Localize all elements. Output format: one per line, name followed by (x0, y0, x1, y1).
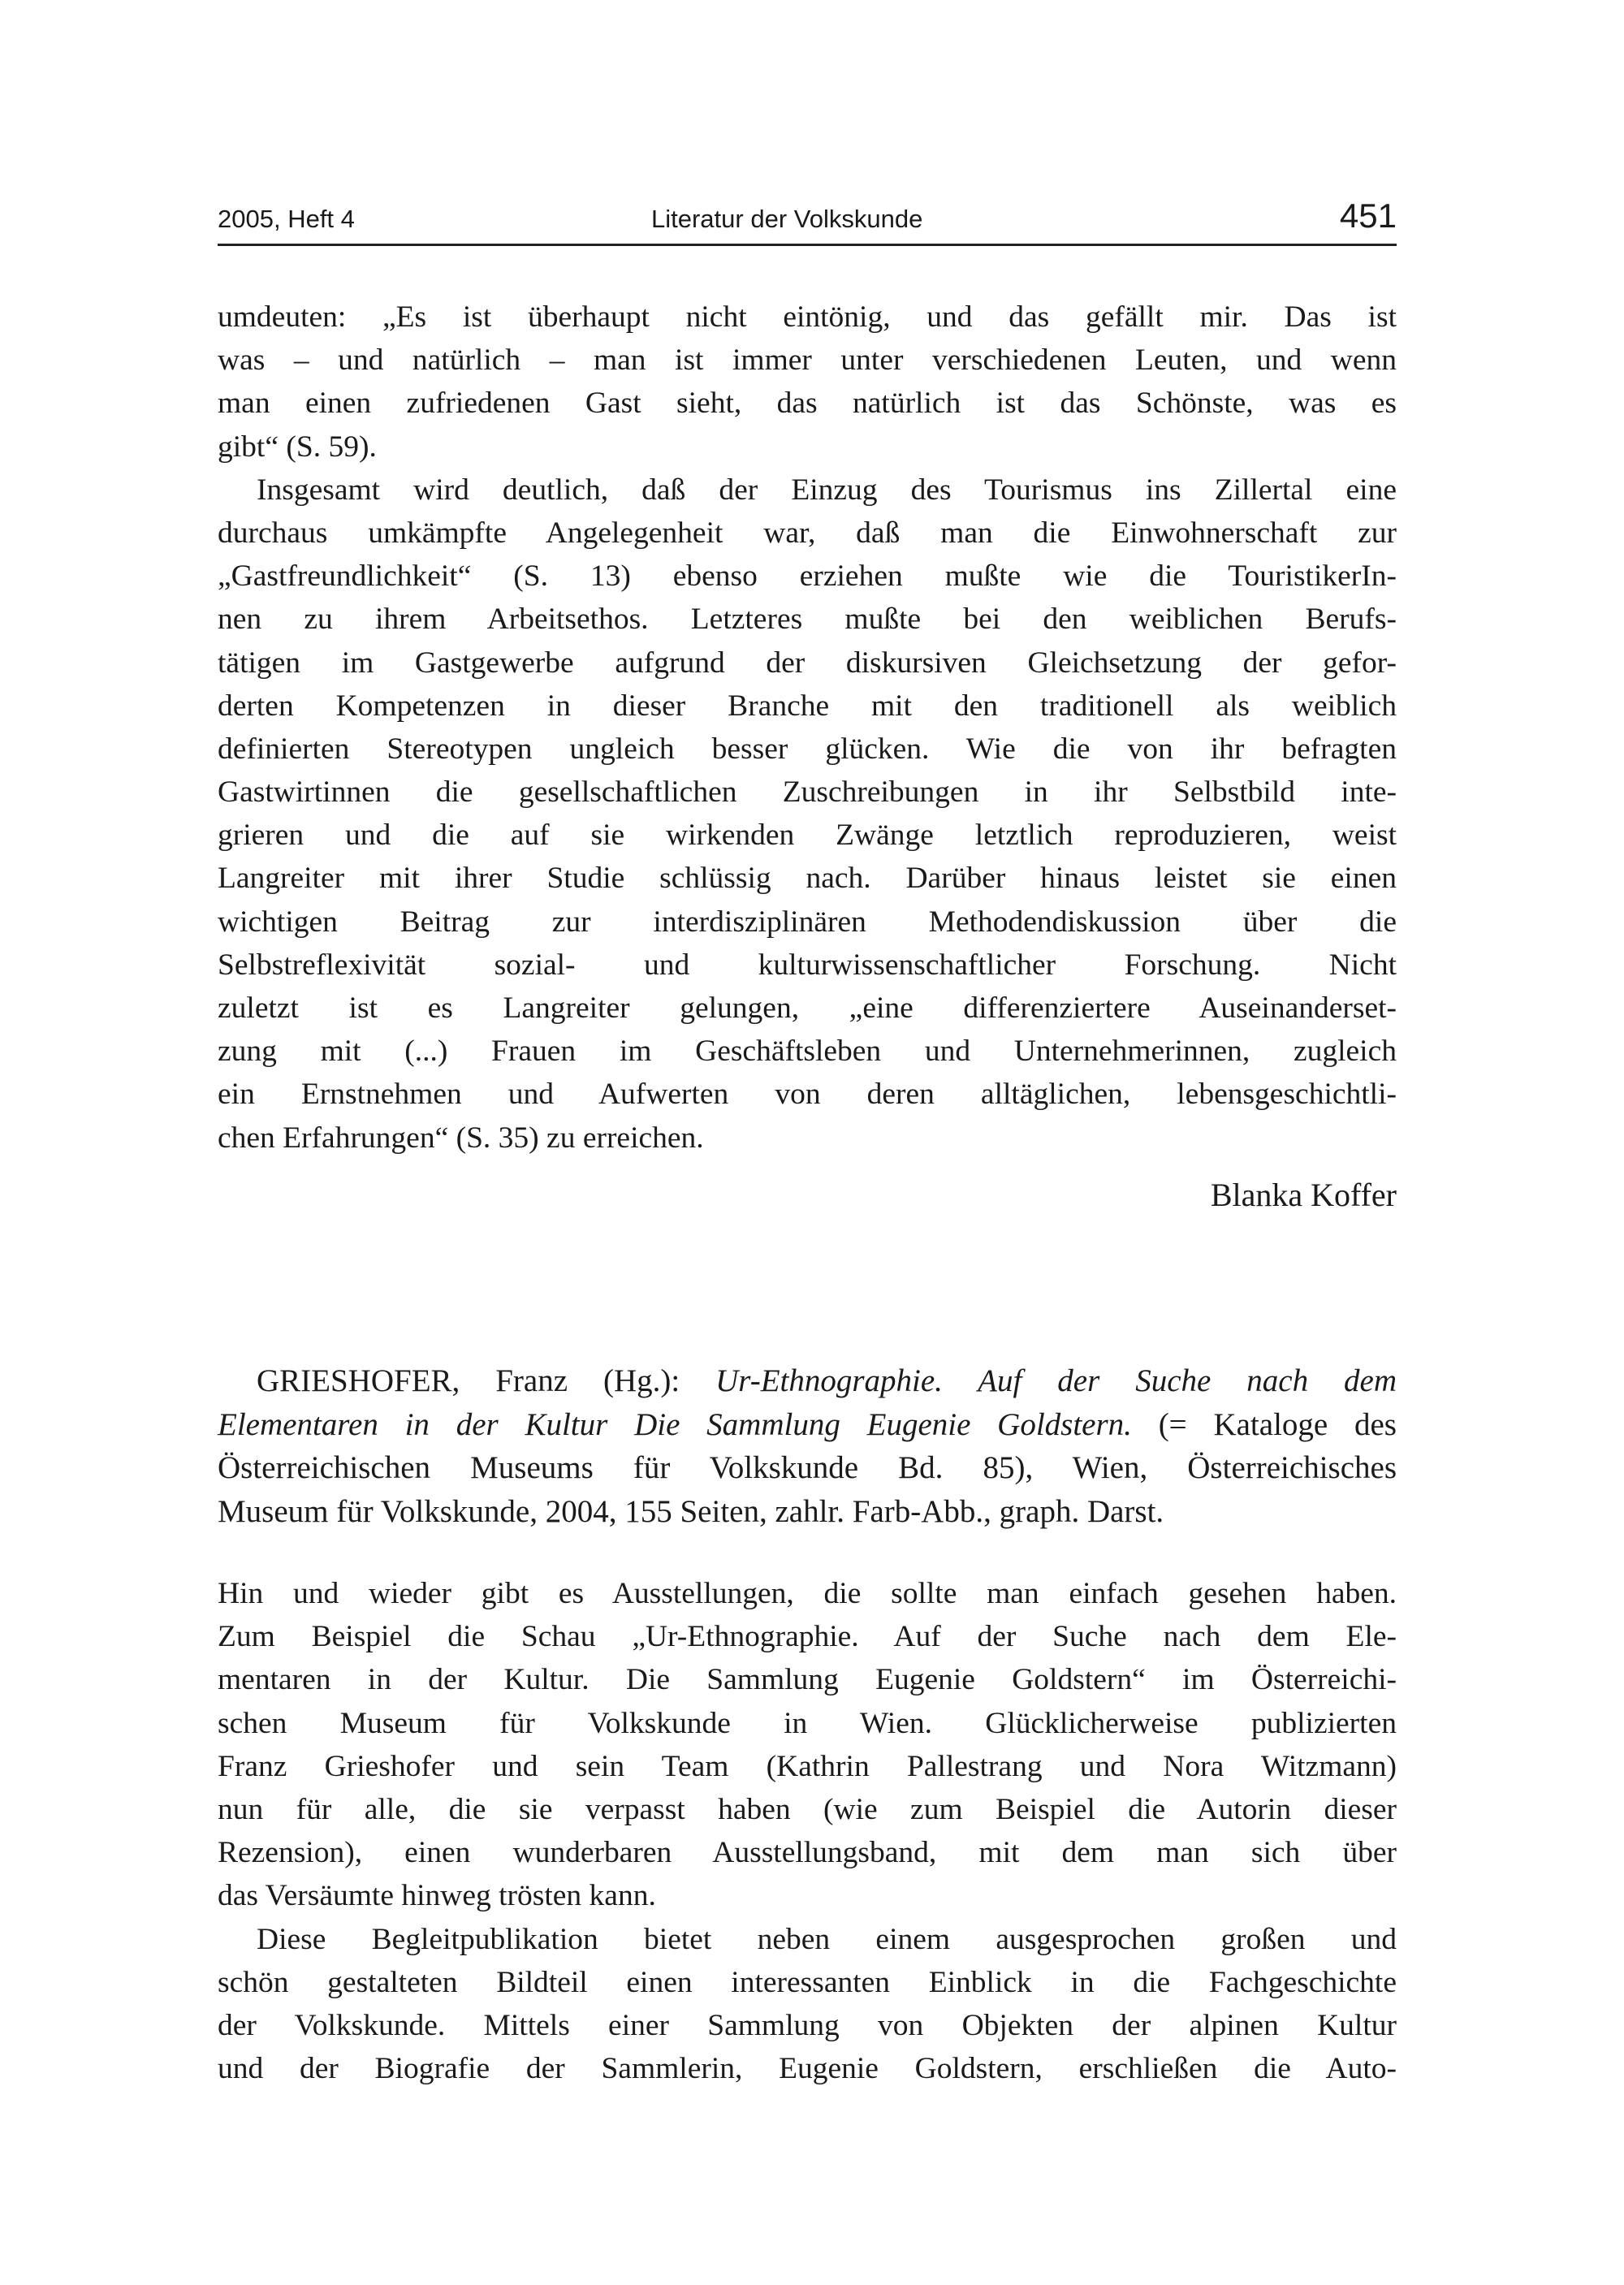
text-line: gibt“ (S. 59). (218, 430, 377, 464)
text-line: umdeuten: „Es ist überhaupt nicht eintönig, und das gefällt mir. Das ist (218, 300, 1397, 334)
biblio-line (218, 1403, 1397, 1447)
text-line: schen Museum für Volkskunde in Wien. Glücklicherweise publizierten (218, 1706, 1397, 1740)
text-line: man einen zufriedenen Gast sieht, das natürlich ist das Schönste, was es (218, 387, 1397, 421)
biblio-line: Österreichischen Museums für Volkskunde Bd. 85), Wien, Österreichisches (218, 1450, 1397, 1485)
text-line: Insgesamt wird deutlich, daß der Einzug des Tourismus ins Zillertal eine (257, 473, 1397, 507)
text-line: das Versäumte hinweg trösten kann. (218, 1879, 656, 1913)
text-line: Hin und wieder gibt es Ausstellungen, die sollte man einfach gesehen haben. (218, 1577, 1397, 1610)
text-line: Gastwirtinnen die gesellschaftlichen Zuschreibungen in ihr Selbstbild inte- (218, 775, 1397, 810)
text-line: zung mit (...) Frauen im Geschäftsleben und Unternehmerinnen, zugleich (218, 1035, 1397, 1069)
biblio-series: (= Kataloge des (1131, 1406, 1397, 1442)
text-line: chen Erfahrungen“ (S. 35) zu erreichen. (218, 1121, 704, 1155)
text-line: und der Biografie der Sammlerin, Eugenie Goldstern, erschließen die Auto- (218, 2052, 1397, 2086)
text-line: durchaus umkämpfte Angelegenheit war, daß man die Einwohnerschaft zur (218, 516, 1397, 550)
text-line: wichtigen Beitrag zur interdisziplinären Methodendiskussion über die (218, 905, 1397, 939)
header-section: Literatur der Volkskunde (651, 205, 923, 233)
text-line: tätigen im Gastgewerbe aufgrund der diskursiven Gleichsetzung der gefor- (218, 646, 1397, 680)
text-line: Langreiter mit ihrer Studie schlüssig nach. Darüber hinaus leistet sie einen (218, 862, 1397, 896)
text-line: was – und natürlich – man ist immer unter verschiedenen Leuten, und wenn (218, 343, 1397, 378)
text-line: nun für alle, die sie verpasst haben (wie zum Beispiel die Autorin dieser (218, 1792, 1397, 1826)
biblio-title: Ur-Ethnographie. Auf der Suche nach dem (715, 1363, 1397, 1398)
text-line: schön gestalteten Bildteil einen interessanten Einblick in die Fachgeschichte (218, 1965, 1397, 1999)
text-line: ein Ernstnehmen und Aufwerten von deren alltäglichen, lebensgeschichtli- (218, 1078, 1397, 1112)
bibliographic-entry (218, 1359, 1397, 1533)
text-line: zuletzt ist es Langreiter gelungen, „eine differenziertere Auseinanderset- (218, 991, 1397, 1025)
text-line: mentaren in der Kultur. Die Sammlung Eugenie Goldstern“ im Österreichi- (218, 1663, 1397, 1697)
biblio-line (218, 1359, 1397, 1403)
biblio-line: Museum für Volkskunde, 2004, 155 Seiten, zahlr. Farb-Abb., graph. Darst. (218, 1493, 1164, 1529)
review-koffer-body (218, 296, 1397, 1160)
reviewer-signature: Blanka Koffer (1210, 1177, 1397, 1213)
biblio-subtitle: Elementaren in der Kultur Die Sammlung Eugenie Goldstern. (218, 1406, 1132, 1442)
text-line: grieren und die auf sie wirkenden Zwänge letztlich reproduzieren, weist (218, 819, 1397, 853)
page-number: 451 (1339, 197, 1397, 235)
text-line: derten Kompetenzen in dieser Branche mit den traditionell als weiblich (218, 689, 1397, 723)
text-line: Rezension), einen wunderbaren Ausstellungsband, mit dem man sich über (218, 1836, 1397, 1870)
text-line: Zum Beispiel die Schau „Ur-Ethnographie. Auf der Suche nach dem Ele- (218, 1620, 1397, 1654)
text-line: Franz Grieshofer und sein Team (Kathrin Pallestrang und Nora Witzmann) (218, 1749, 1397, 1783)
text-line: Selbstreflexivität sozial- und kulturwissenschaftlicher Forschung. Nicht (218, 948, 1397, 982)
review-goldstern-body (218, 1572, 1397, 2090)
header-issue: 2005, Heft 4 (218, 205, 355, 233)
biblio-author: GRIESHOFER, Franz (Hg.): (257, 1363, 716, 1398)
running-header (218, 195, 1397, 246)
text-line: definierten Stereotypen ungleich besser glücken. Wie die von ihr befragten (218, 732, 1397, 766)
text-line: Diese Begleitpublikation bietet neben einem ausgesprochen großen und (257, 1922, 1397, 1956)
text-line: nen zu ihrem Arbeitsethos. Letzteres mußte bei den weiblichen Berufs- (218, 603, 1397, 637)
text-line: „Gastfreundlichkeit“ (S. 13) ebenso erziehen mußte wie die TouristikerIn- (218, 559, 1397, 594)
text-line: der Volkskunde. Mittels einer Sammlung von Objekten der alpinen Kultur (218, 2008, 1397, 2042)
